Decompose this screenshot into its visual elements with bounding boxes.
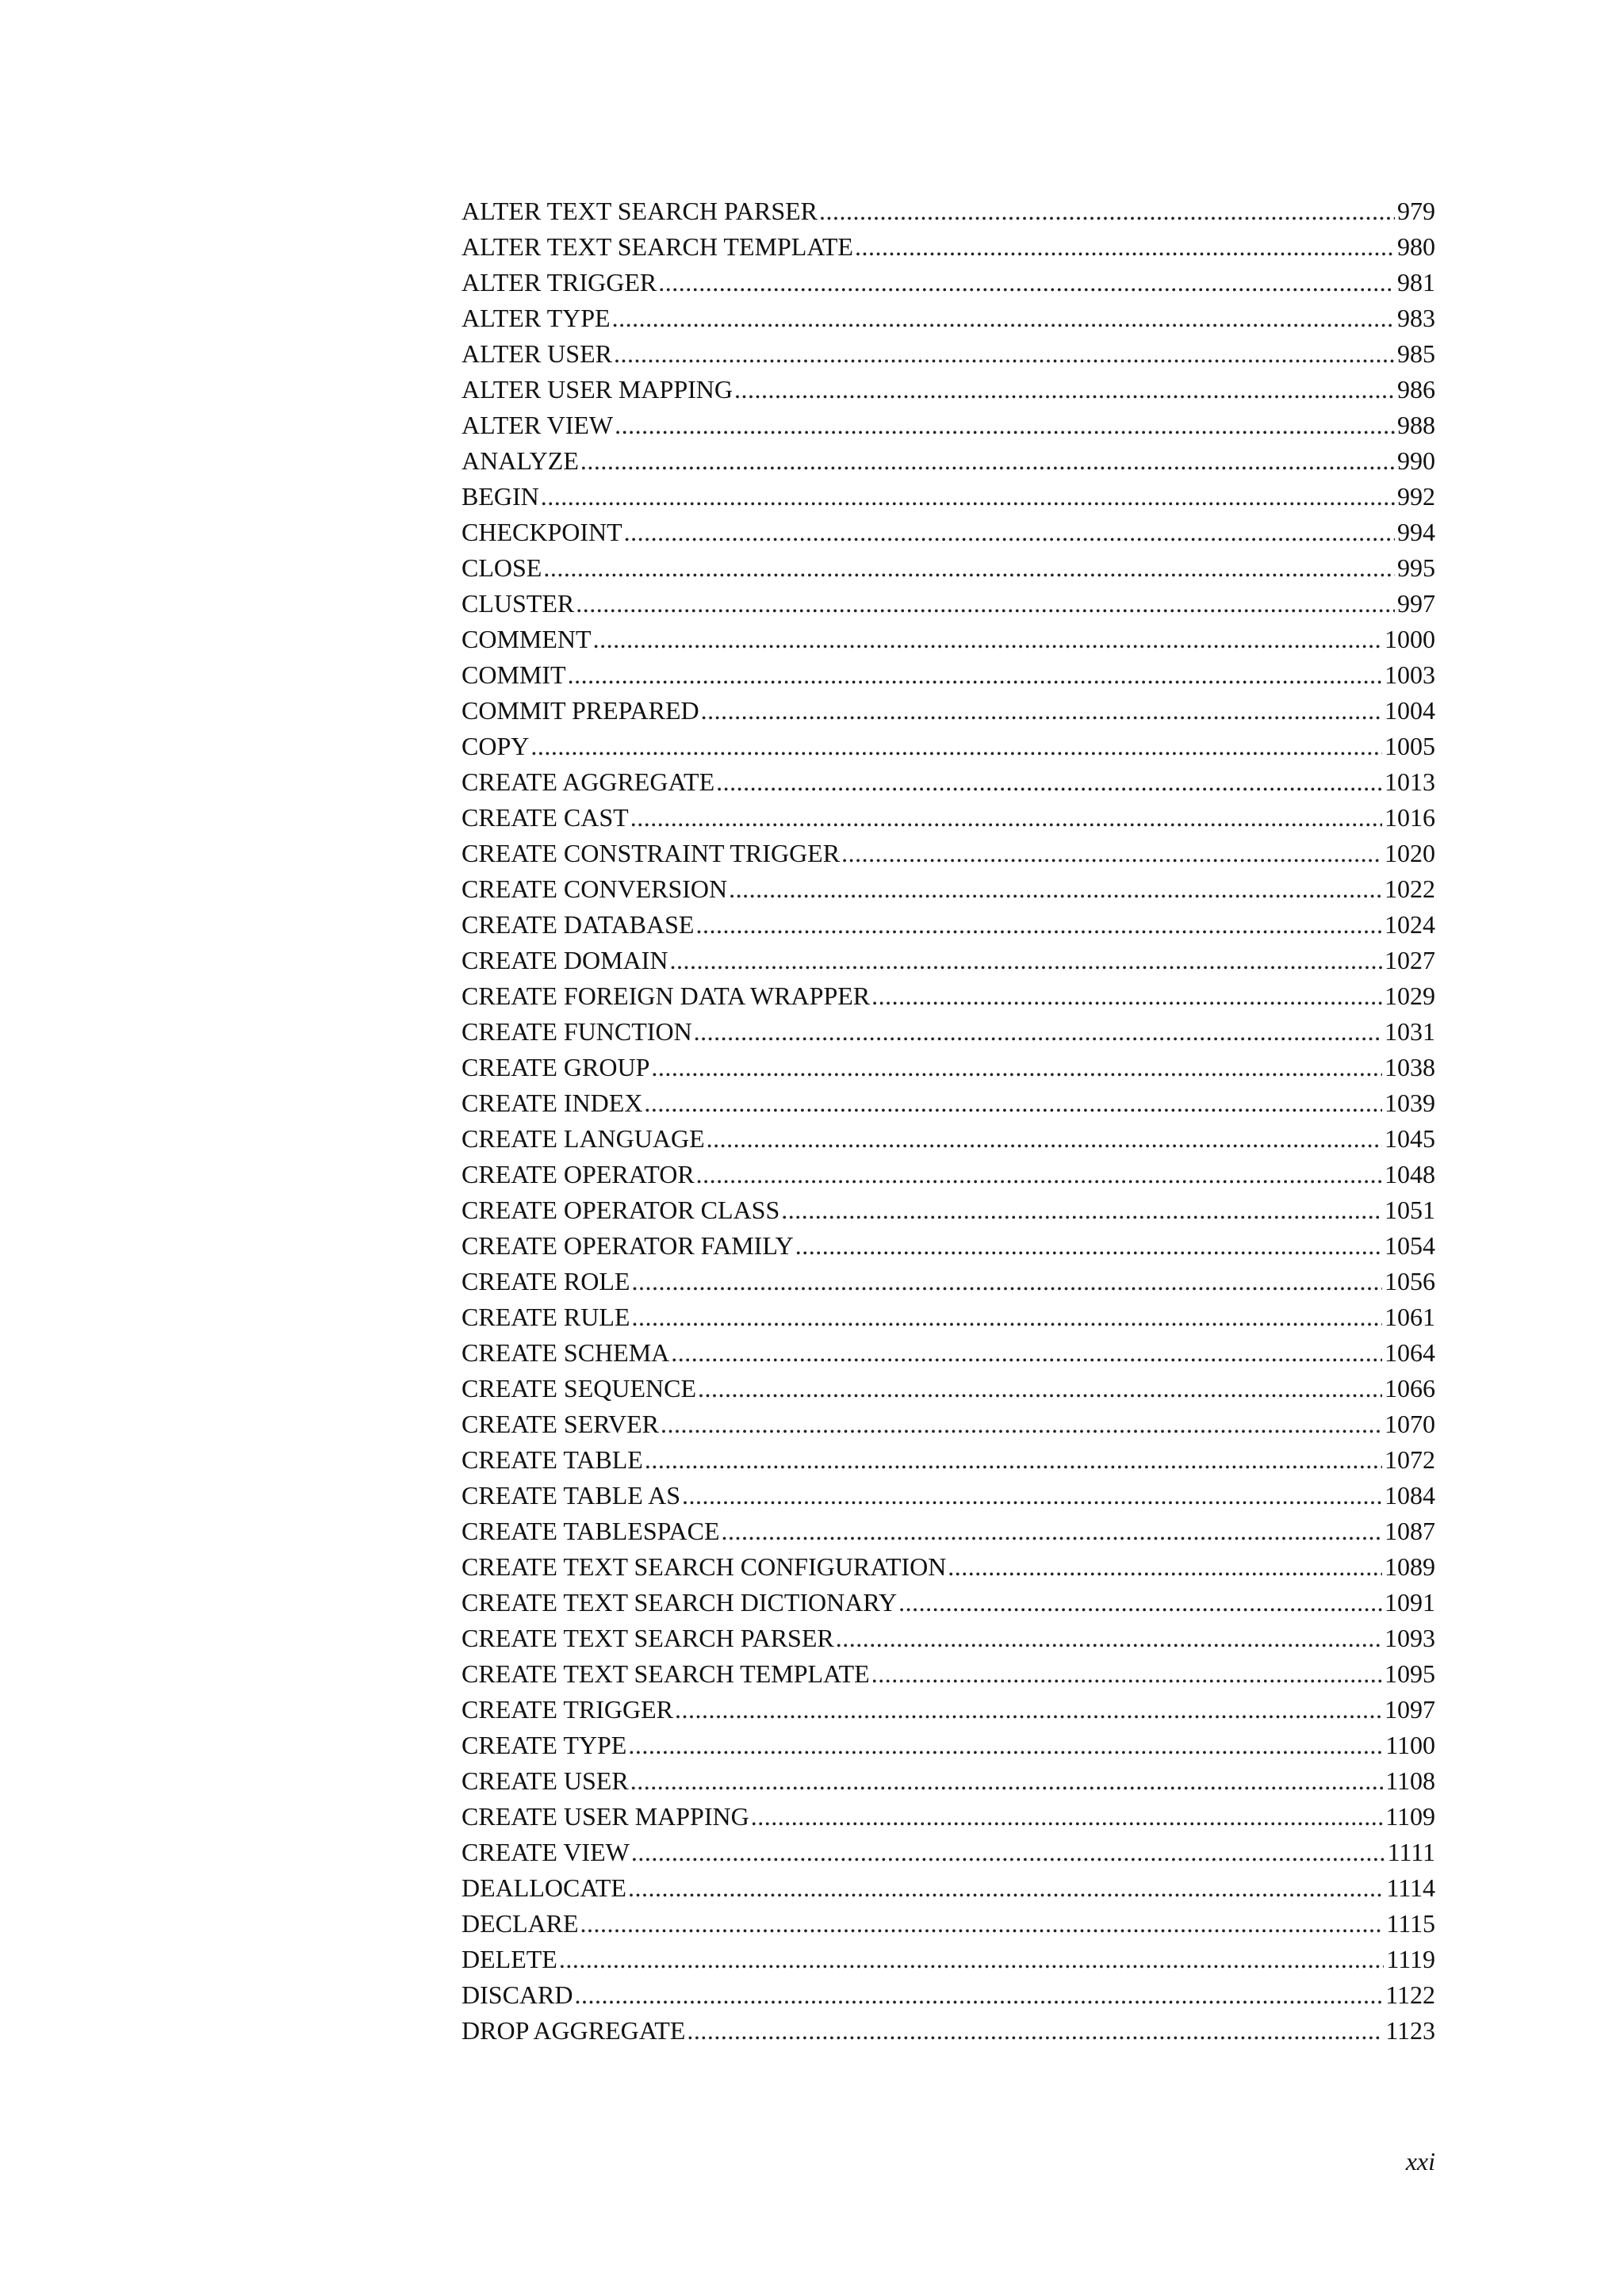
toc-dot-leader [530, 729, 1382, 764]
toc-entry-title: ALTER TYPE [462, 304, 611, 332]
toc-entry-page: 1027 [1385, 946, 1435, 974]
toc-entry-page: 990 [1397, 446, 1435, 475]
toc-entry-title: CREATE VIEW [462, 1838, 630, 1866]
toc-entry-title: CREATE OPERATOR CLASS [462, 1196, 780, 1224]
toc-entry[interactable] [462, 479, 1435, 515]
toc-entry-title: CREATE TEXT SEARCH CONFIGURATION [462, 1552, 947, 1581]
toc-dot-leader [580, 1906, 1385, 1942]
toc-entry-page: 1056 [1385, 1267, 1435, 1295]
toc-entry[interactable] [462, 193, 1435, 229]
toc-entry-page: 1087 [1385, 1517, 1435, 1545]
toc-dot-leader [751, 1799, 1383, 1835]
toc-entry[interactable] [462, 943, 1435, 978]
toc-entry[interactable] [462, 622, 1435, 657]
toc-entry[interactable] [462, 443, 1435, 479]
toc-entry-page: 992 [1397, 482, 1435, 511]
toc-entry-page: 1016 [1385, 803, 1435, 832]
toc-entry-title: DECLARE [462, 1909, 579, 1938]
toc-entry-title: DEALLOCATE [462, 1873, 626, 1902]
toc-entry-title: ALTER USER [462, 339, 612, 368]
toc-entry-page: 1038 [1385, 1053, 1435, 1081]
toc-entry-title: CREATE FUNCTION [462, 1017, 692, 1046]
toc-entry[interactable] [462, 1549, 1435, 1585]
toc-entry-title: CREATE TRIGGER [462, 1695, 673, 1724]
toc-entry-page: 994 [1397, 518, 1435, 546]
toc-entry-page: 980 [1397, 232, 1435, 261]
toc-entry-title: CREATE OPERATOR FAMILY [462, 1231, 794, 1260]
toc-dot-leader [631, 1835, 1385, 1870]
toc-entry-title: CREATE SCHEMA [462, 1338, 670, 1367]
toc-entry-title: CREATE DATABASE [462, 910, 695, 939]
toc-entry-title: CREATE CONSTRAINT TRIGGER [462, 839, 841, 867]
toc-entry[interactable] [462, 1656, 1435, 1692]
toc-entry-page: 1119 [1386, 1945, 1435, 1973]
toc-dot-leader [628, 1870, 1384, 1906]
toc-entry-title: ALTER USER MAPPING [462, 375, 733, 404]
toc-entry-title: CREATE GROUP [462, 1053, 650, 1081]
toc-entry-title: CREATE USER [462, 1766, 629, 1795]
toc-entry[interactable] [462, 1942, 1435, 1977]
page-number: xxi [1405, 2147, 1435, 2175]
toc-entry[interactable] [462, 1085, 1435, 1121]
toc-entry[interactable] [462, 1906, 1435, 1942]
toc-entry-page: 1020 [1385, 839, 1435, 867]
toc-entry-page: 1100 [1385, 1731, 1435, 1759]
toc-entry-title: CHECKPOINT [462, 518, 622, 546]
toc-entry[interactable] [462, 1478, 1435, 1513]
toc-entry-page: 1013 [1385, 767, 1435, 796]
toc-entry[interactable] [462, 336, 1435, 372]
toc-dot-leader [695, 907, 1382, 943]
toc-entry-title: CREATE TEXT SEARCH PARSER [462, 1624, 834, 1652]
toc-entry-title: CREATE AGGREGATE [462, 767, 715, 796]
toc-dot-leader [694, 1014, 1382, 1050]
toc-entry[interactable] [462, 1442, 1435, 1478]
toc-entry-page: 1039 [1385, 1089, 1435, 1117]
toc-entry[interactable] [462, 907, 1435, 943]
toc-entry[interactable] [462, 1192, 1435, 1228]
toc-entry-title: CREATE TABLESPACE [462, 1517, 720, 1545]
toc-dot-leader [593, 622, 1382, 657]
toc-entry-page: 995 [1397, 553, 1435, 582]
toc-entry-title: ALTER VIEW [462, 411, 614, 439]
toc-entry-title: CREATE RULE [462, 1303, 630, 1331]
toc-dot-leader [898, 1585, 1382, 1621]
toc-dot-leader [698, 1371, 1382, 1406]
toc-dot-leader [781, 1192, 1382, 1228]
toc-entry-title: CREATE INDEX [462, 1089, 643, 1117]
toc-entry-title: CREATE ROLE [462, 1267, 630, 1295]
toc-entry-page: 1003 [1385, 660, 1435, 689]
toc-entry-title: CREATE TABLE AS [462, 1481, 680, 1510]
toc-entry[interactable] [462, 1299, 1435, 1335]
toc-entry[interactable] [462, 1371, 1435, 1406]
toc-entry[interactable] [462, 229, 1435, 265]
toc-entry-page: 1108 [1385, 1766, 1435, 1795]
toc-dot-leader [696, 1157, 1382, 1192]
toc-dot-leader [631, 1264, 1382, 1299]
toc-dot-leader [615, 408, 1395, 443]
toc-entry[interactable] [462, 372, 1435, 408]
toc-entry-title: CREATE LANGUAGE [462, 1124, 705, 1153]
toc-entry[interactable] [462, 1799, 1435, 1835]
toc-dot-leader [644, 1085, 1382, 1121]
toc-entry[interactable] [462, 800, 1435, 836]
toc-entry-page: 981 [1397, 268, 1435, 297]
toc-entry-page: 1029 [1385, 982, 1435, 1010]
toc-dot-leader [841, 836, 1382, 871]
toc-entry[interactable] [462, 693, 1435, 729]
toc-entry-page: 1066 [1385, 1374, 1435, 1402]
toc-entry-title: DROP AGGREGATE [462, 2016, 686, 2045]
toc-entry-title: CREATE DOMAIN [462, 946, 668, 974]
toc-entry[interactable] [462, 1621, 1435, 1656]
toc-entry-title: CREATE TEXT SEARCH TEMPLATE [462, 1659, 870, 1688]
toc-entry-page: 1114 [1386, 1873, 1435, 1902]
toc-entry-title: ALTER TEXT SEARCH PARSER [462, 197, 818, 225]
toc-entry-title: CREATE TYPE [462, 1731, 627, 1759]
toc-entry-title: ALTER TEXT SEARCH TEMPLATE [462, 232, 853, 261]
toc-dot-leader [559, 1942, 1385, 1977]
toc-dot-leader [819, 193, 1395, 229]
toc-entry[interactable] [462, 2013, 1435, 2049]
toc-entry[interactable] [462, 1406, 1435, 1442]
toc-dot-leader [707, 1121, 1382, 1157]
toc-entry-page: 1097 [1385, 1695, 1435, 1724]
toc-entry[interactable] [462, 265, 1435, 300]
toc-entry[interactable] [462, 1264, 1435, 1299]
toc-entry[interactable] [462, 1763, 1435, 1799]
toc-dot-leader [855, 229, 1395, 265]
toc-entry-title: CREATE SEQUENCE [462, 1374, 696, 1402]
toc-entry-title: BEGIN [462, 482, 539, 511]
toc-entry[interactable] [462, 1977, 1435, 2013]
toc-entry-page: 983 [1397, 304, 1435, 332]
toc-entry-page: 1031 [1385, 1017, 1435, 1046]
toc-dot-leader [795, 1228, 1382, 1264]
toc-dot-leader [630, 800, 1382, 836]
toc-dot-leader [574, 1977, 1383, 2013]
toc-entry-title: CLOSE [462, 553, 542, 582]
toc-entry[interactable] [462, 764, 1435, 800]
toc-entry-title: COPY [462, 732, 530, 760]
toc-entry-page: 985 [1397, 339, 1435, 368]
toc-entry-page: 1051 [1385, 1196, 1435, 1224]
toc-dot-leader [541, 479, 1395, 515]
toc-entry[interactable] [462, 1870, 1435, 1906]
table-of-contents [462, 193, 1435, 2049]
toc-entry[interactable] [462, 408, 1435, 443]
toc-entry[interactable] [462, 1050, 1435, 1085]
toc-dot-leader [734, 372, 1395, 408]
toc-entry-page: 1064 [1385, 1338, 1435, 1367]
toc-dot-leader [675, 1692, 1382, 1728]
toc-entry-page: 1072 [1385, 1445, 1435, 1474]
toc-entry-page: 1093 [1385, 1624, 1435, 1652]
toc-entry-page: 1061 [1385, 1303, 1435, 1331]
toc-entry-page: 1084 [1385, 1481, 1435, 1510]
toc-entry-page: 1111 [1387, 1838, 1435, 1866]
toc-entry[interactable] [462, 1335, 1435, 1371]
toc-dot-leader [576, 586, 1395, 622]
toc-entry[interactable] [462, 871, 1435, 907]
toc-entry[interactable] [462, 1513, 1435, 1549]
toc-entry-title: COMMIT PREPARED [462, 696, 699, 725]
toc-dot-leader [716, 764, 1382, 800]
toc-entry-title: CREATE SERVER [462, 1410, 660, 1438]
toc-entry[interactable] [462, 1728, 1435, 1763]
toc-dot-leader [682, 1478, 1382, 1513]
toc-entry-title: COMMIT [462, 660, 566, 689]
toc-entry-page: 1109 [1385, 1802, 1435, 1831]
toc-entry-title: CREATE CAST [462, 803, 629, 832]
toc-entry-page: 1122 [1385, 1980, 1435, 2009]
toc-entry-title: DISCARD [462, 1980, 573, 2009]
toc-entry[interactable] [462, 300, 1435, 336]
toc-entry-title: ALTER TRIGGER [462, 268, 657, 297]
toc-entry-page: 1091 [1385, 1588, 1435, 1617]
toc-entry[interactable] [462, 1121, 1435, 1157]
toc-dot-leader [871, 978, 1382, 1014]
toc-entry[interactable] [462, 586, 1435, 622]
toc-entry-page: 1045 [1385, 1124, 1435, 1153]
toc-entry-title: CREATE USER MAPPING [462, 1802, 749, 1831]
toc-dot-leader [614, 336, 1395, 372]
toc-entry[interactable] [462, 515, 1435, 550]
toc-entry[interactable] [462, 1692, 1435, 1728]
toc-entry-page: 1095 [1385, 1659, 1435, 1688]
toc-dot-leader [651, 1050, 1382, 1085]
toc-entry[interactable] [462, 1157, 1435, 1192]
toc-dot-leader [645, 1442, 1382, 1478]
toc-entry-page: 1054 [1385, 1231, 1435, 1260]
toc-dot-leader [624, 515, 1395, 550]
toc-entry[interactable] [462, 1228, 1435, 1264]
toc-entry-page: 1004 [1385, 696, 1435, 725]
toc-entry[interactable] [462, 729, 1435, 764]
toc-dot-leader [687, 2013, 1383, 2049]
toc-entry-page: 986 [1397, 375, 1435, 404]
toc-entry[interactable] [462, 1014, 1435, 1050]
toc-entry-title: CREATE CONVERSION [462, 874, 728, 903]
toc-dot-leader [661, 1406, 1382, 1442]
toc-dot-leader [671, 1335, 1382, 1371]
toc-entry[interactable] [462, 657, 1435, 693]
toc-entry-page: 1024 [1385, 910, 1435, 939]
toc-entry-page: 1089 [1385, 1552, 1435, 1581]
toc-entry-page: 979 [1397, 197, 1435, 225]
toc-dot-leader [568, 657, 1382, 693]
toc-entry[interactable] [462, 978, 1435, 1014]
toc-entry[interactable] [462, 1835, 1435, 1870]
toc-entry-title: CREATE TEXT SEARCH DICTIONARY [462, 1588, 898, 1617]
toc-dot-leader [669, 943, 1382, 978]
toc-entry-title: CREATE FOREIGN DATA WRAPPER [462, 982, 871, 1010]
toc-dot-leader [701, 693, 1382, 729]
toc-entry-page: 988 [1397, 411, 1435, 439]
toc-dot-leader [612, 300, 1395, 336]
toc-entry-title: DELETE [462, 1945, 557, 1973]
toc-entry-page: 1022 [1385, 874, 1435, 903]
toc-entry-page: 1000 [1385, 625, 1435, 653]
toc-dot-leader [948, 1549, 1382, 1585]
toc-entry-page: 1115 [1386, 1909, 1435, 1938]
toc-dot-leader [630, 1763, 1384, 1799]
toc-entry-page: 997 [1397, 589, 1435, 618]
toc-entry-page: 1070 [1385, 1410, 1435, 1438]
toc-entry-page: 1048 [1385, 1160, 1435, 1188]
toc-entry-title: CLUSTER [462, 589, 575, 618]
toc-dot-leader [580, 443, 1395, 479]
toc-dot-leader [836, 1621, 1382, 1656]
toc-entry-title: ANALYZE [462, 446, 579, 475]
toc-dot-leader [631, 1299, 1382, 1335]
toc-entry[interactable] [462, 836, 1435, 871]
toc-entry[interactable] [462, 1585, 1435, 1621]
toc-entry-page: 1005 [1385, 732, 1435, 760]
toc-dot-leader [628, 1728, 1383, 1763]
toc-dot-leader [871, 1656, 1382, 1692]
toc-dot-leader [658, 265, 1395, 300]
toc-entry-page: 1123 [1385, 2016, 1435, 2045]
toc-entry-title: COMMENT [462, 625, 592, 653]
toc-dot-leader [729, 871, 1382, 907]
toc-entry-title: CREATE TABLE [462, 1445, 643, 1474]
toc-entry-title: CREATE OPERATOR [462, 1160, 695, 1188]
toc-entry[interactable] [462, 550, 1435, 586]
toc-dot-leader [543, 550, 1395, 586]
toc-dot-leader [722, 1513, 1383, 1549]
